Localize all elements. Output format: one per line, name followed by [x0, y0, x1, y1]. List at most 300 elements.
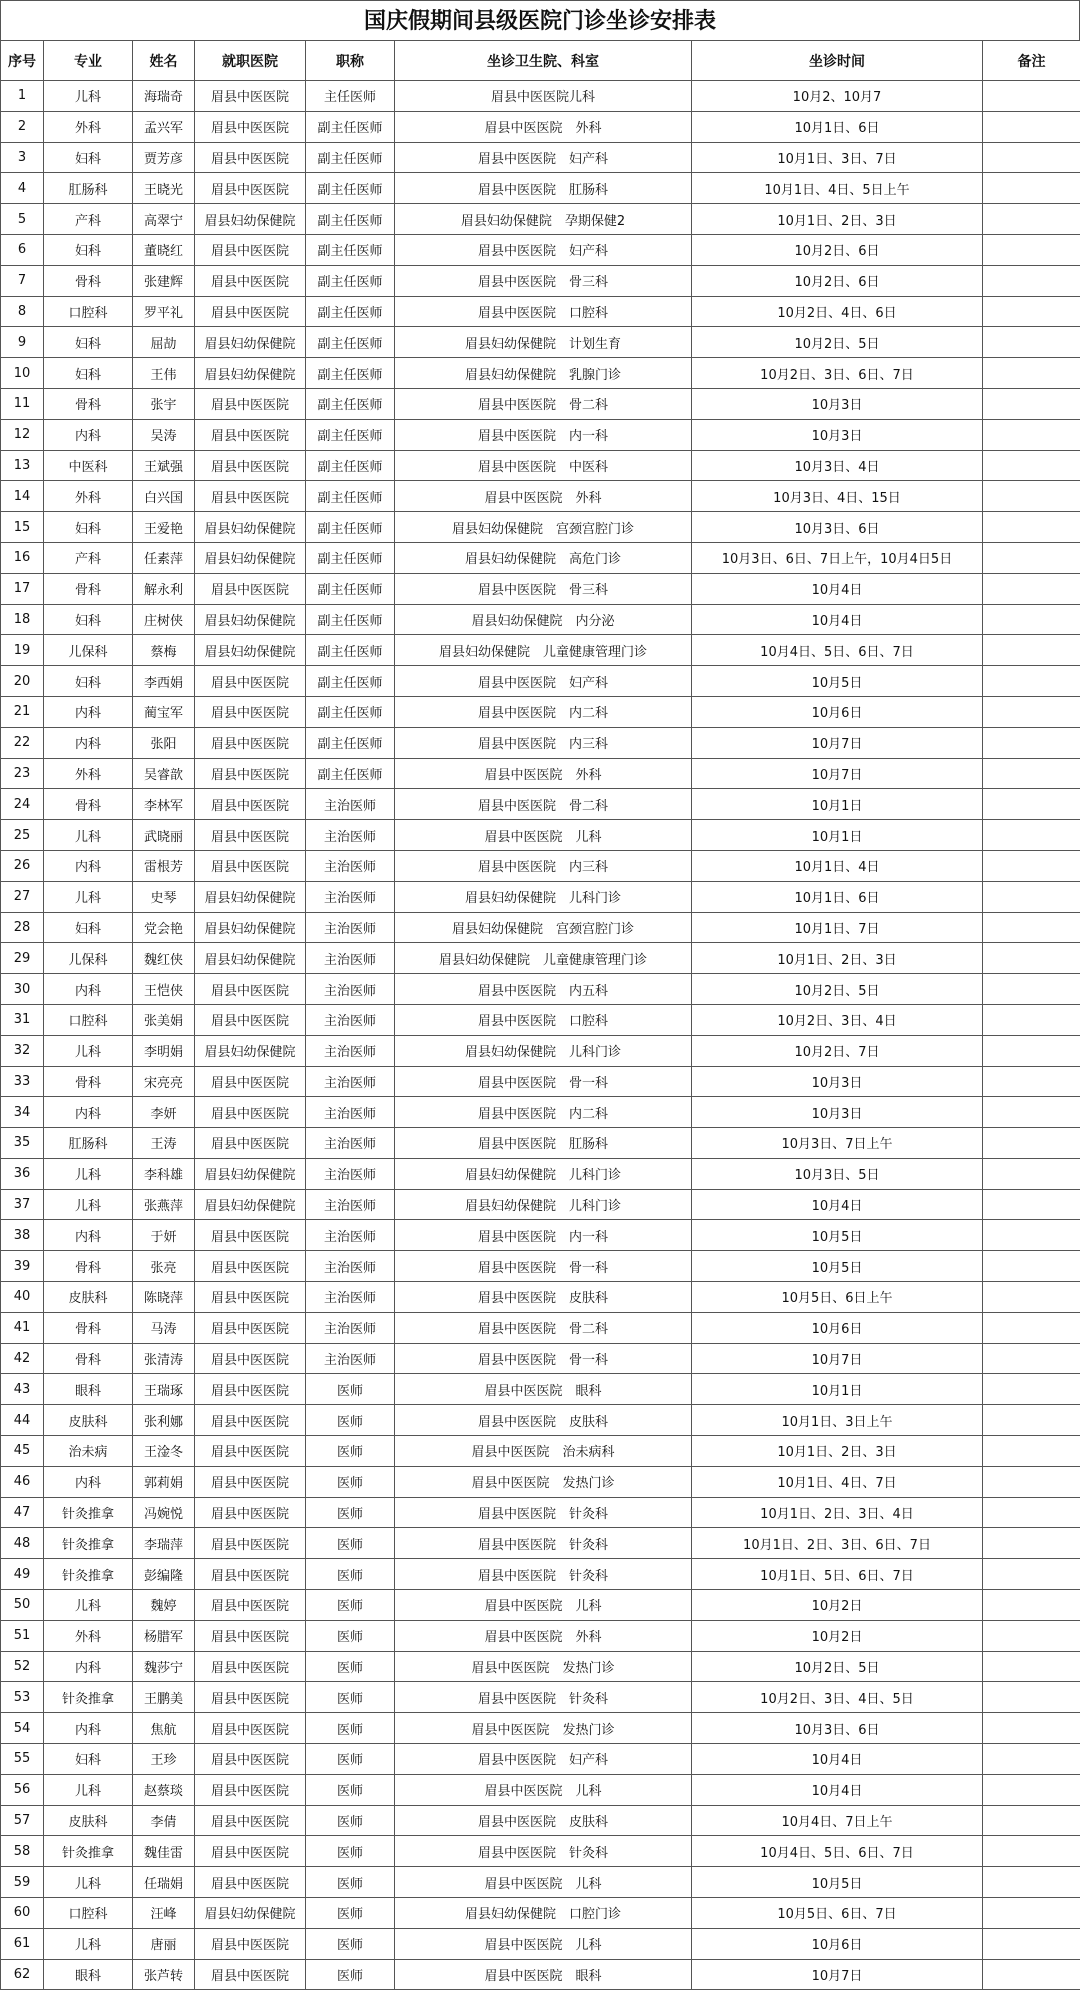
- table-row: [1, 1312, 1080, 1343]
- cell-title: 医师: [306, 1528, 395, 1559]
- cell-title: 医师: [306, 1651, 395, 1682]
- cell-hospital: 眉县中医医院: [195, 1713, 306, 1744]
- table-row: [1, 1651, 1080, 1682]
- cell-title: 医师: [306, 1497, 395, 1528]
- cell-remark: [983, 1497, 1080, 1528]
- table-row: [1, 1220, 1080, 1251]
- cell-time: 10月7日: [692, 1959, 983, 1990]
- cell-specialty: 口腔科: [44, 296, 133, 327]
- cell-index: 18: [1, 604, 44, 635]
- cell-hospital: 眉县妇幼保健院: [195, 1035, 306, 1066]
- cell-index: 28: [1, 912, 44, 943]
- cell-clinic-dept: 眉县中医医院 眼科: [395, 1374, 692, 1405]
- cell-remark: [983, 1004, 1080, 1035]
- cell-index: 39: [1, 1251, 44, 1282]
- table-row: [1, 450, 1080, 481]
- cell-index: 33: [1, 1066, 44, 1097]
- cell-specialty: 内科: [44, 696, 133, 727]
- cell-hospital: 眉县妇幼保健院: [195, 358, 306, 389]
- cell-specialty: 妇科: [44, 912, 133, 943]
- cell-index: 58: [1, 1836, 44, 1867]
- table-row: [1, 1805, 1080, 1836]
- cell-time: 10月2日、3日、6日、7日: [692, 358, 983, 389]
- cell-hospital: 眉县中医医院: [195, 696, 306, 727]
- cell-clinic-dept: 眉县中医医院 针灸科: [395, 1682, 692, 1713]
- cell-name: 张阳: [133, 727, 195, 758]
- cell-name: 张美娟: [133, 1004, 195, 1035]
- cell-name: 王鹏美: [133, 1682, 195, 1713]
- cell-time: 10月3日、6日、7日上午，10月4日5日: [692, 542, 983, 573]
- header-row: [1, 41, 1080, 81]
- cell-title: 医师: [306, 1867, 395, 1898]
- cell-title: 医师: [306, 1774, 395, 1805]
- cell-name: 王恺侠: [133, 974, 195, 1005]
- cell-clinic-dept: 眉县中医医院 儿科: [395, 1774, 692, 1805]
- cell-index: 13: [1, 450, 44, 481]
- cell-name: 白兴国: [133, 481, 195, 512]
- cell-index: 1: [1, 81, 44, 112]
- cell-clinic-dept: 眉县中医医院 外科: [395, 111, 692, 142]
- table-row: [1, 1898, 1080, 1929]
- cell-specialty: 儿科: [44, 81, 133, 112]
- table-row: [1, 881, 1080, 912]
- cell-clinic-dept: 眉县中医医院 外科: [395, 1620, 692, 1651]
- cell-hospital: 眉县妇幼保健院: [195, 604, 306, 635]
- cell-remark: [983, 142, 1080, 173]
- cell-hospital: 眉县中医医院: [195, 1928, 306, 1959]
- cell-title: 主治医师: [306, 912, 395, 943]
- cell-name: 魏婷: [133, 1590, 195, 1621]
- cell-clinic-dept: 眉县中医医院 内二科: [395, 696, 692, 727]
- cell-index: 49: [1, 1559, 44, 1590]
- cell-name: 史琴: [133, 881, 195, 912]
- cell-remark: [983, 1713, 1080, 1744]
- cell-title: 副主任医师: [306, 296, 395, 327]
- table-row: [1, 820, 1080, 851]
- cell-hospital: 眉县中医医院: [195, 234, 306, 265]
- cell-time: 10月3日、5日: [692, 1158, 983, 1189]
- cell-clinic-dept: 眉县中医医院 外科: [395, 481, 692, 512]
- cell-name: 张建辉: [133, 265, 195, 296]
- cell-name: 杨腊军: [133, 1620, 195, 1651]
- cell-index: 56: [1, 1774, 44, 1805]
- cell-specialty: 儿科: [44, 1189, 133, 1220]
- cell-clinic-dept: 眉县中医医院 发热门诊: [395, 1466, 692, 1497]
- cell-hospital: 眉县中医医院: [195, 850, 306, 881]
- cell-hospital: 眉县中医医院: [195, 1836, 306, 1867]
- cell-index: 9: [1, 327, 44, 358]
- cell-clinic-dept: 眉县妇幼保健院 儿科门诊: [395, 881, 692, 912]
- cell-index: 38: [1, 1220, 44, 1251]
- cell-name: 蔡梅: [133, 635, 195, 666]
- cell-time: 10月4日: [692, 573, 983, 604]
- cell-title: 副主任医师: [306, 635, 395, 666]
- cell-clinic-dept: 眉县妇幼保健院 儿童健康管理门诊: [395, 635, 692, 666]
- cell-name: 唐丽: [133, 1928, 195, 1959]
- cell-remark: [983, 1035, 1080, 1066]
- cell-clinic-dept: 眉县妇幼保健院 儿科门诊: [395, 1189, 692, 1220]
- cell-clinic-dept: 眉县妇幼保健院 孕期保健2: [395, 204, 692, 235]
- cell-clinic-dept: 眉县中医医院 皮肤科: [395, 1282, 692, 1313]
- cell-specialty: 儿科: [44, 1590, 133, 1621]
- cell-hospital: 眉县妇幼保健院: [195, 635, 306, 666]
- cell-hospital: 眉县妇幼保健院: [195, 881, 306, 912]
- cell-time: 10月5日、6日、7日: [692, 1898, 983, 1929]
- table-row: [1, 111, 1080, 142]
- cell-hospital: 眉县中医医院: [195, 1466, 306, 1497]
- cell-clinic-dept: 眉县中医医院 外科: [395, 758, 692, 789]
- cell-hospital: 眉县中医医院: [195, 1774, 306, 1805]
- cell-name: 张利娜: [133, 1405, 195, 1436]
- cell-remark: [983, 1405, 1080, 1436]
- cell-name: 孟兴军: [133, 111, 195, 142]
- table-row: [1, 327, 1080, 358]
- cell-title: 医师: [306, 1928, 395, 1959]
- cell-remark: [983, 696, 1080, 727]
- table-body: [1, 81, 1080, 1990]
- cell-title: 副主任医师: [306, 388, 395, 419]
- cell-index: 45: [1, 1436, 44, 1467]
- cell-hospital: 眉县中医医院: [195, 1220, 306, 1251]
- cell-title: 医师: [306, 1590, 395, 1621]
- cell-specialty: 儿科: [44, 1774, 133, 1805]
- table-row: [1, 481, 1080, 512]
- cell-remark: [983, 542, 1080, 573]
- cell-index: 44: [1, 1405, 44, 1436]
- cell-time: 10月1日、4日、5日上午: [692, 173, 983, 204]
- cell-time: 10月3日、4日: [692, 450, 983, 481]
- table-row: [1, 758, 1080, 789]
- cell-clinic-dept: 眉县妇幼保健院 儿科门诊: [395, 1035, 692, 1066]
- cell-title: 主治医师: [306, 1251, 395, 1282]
- cell-remark: [983, 481, 1080, 512]
- cell-hospital: 眉县妇幼保健院: [195, 327, 306, 358]
- cell-index: 47: [1, 1497, 44, 1528]
- table-row: [1, 1867, 1080, 1898]
- cell-remark: [983, 666, 1080, 697]
- table-row: [1, 1528, 1080, 1559]
- header-cell-specialty: 专业: [44, 41, 133, 81]
- cell-clinic-dept: 眉县中医医院 妇产科: [395, 1744, 692, 1775]
- cell-specialty: 骨科: [44, 1312, 133, 1343]
- cell-remark: [983, 850, 1080, 881]
- cell-hospital: 眉县妇幼保健院: [195, 1158, 306, 1189]
- cell-name: 陈晓萍: [133, 1282, 195, 1313]
- cell-title: 医师: [306, 1805, 395, 1836]
- cell-time: 10月4日、5日、6日、7日: [692, 635, 983, 666]
- cell-time: 10月5日、6日上午: [692, 1282, 983, 1313]
- cell-title: 副主任医师: [306, 512, 395, 543]
- cell-remark: [983, 111, 1080, 142]
- cell-remark: [983, 758, 1080, 789]
- cell-title: 医师: [306, 1436, 395, 1467]
- cell-specialty: 针灸推拿: [44, 1497, 133, 1528]
- cell-index: 14: [1, 481, 44, 512]
- cell-clinic-dept: 眉县中医医院 骨三科: [395, 573, 692, 604]
- cell-specialty: 口腔科: [44, 1004, 133, 1035]
- cell-remark: [983, 173, 1080, 204]
- cell-remark: [983, 512, 1080, 543]
- cell-remark: [983, 635, 1080, 666]
- table-row: [1, 265, 1080, 296]
- header-cell-hospital: 就职医院: [195, 41, 306, 81]
- cell-remark: [983, 573, 1080, 604]
- cell-index: 2: [1, 111, 44, 142]
- cell-title: 副主任医师: [306, 666, 395, 697]
- cell-hospital: 眉县中医医院: [195, 1004, 306, 1035]
- cell-specialty: 内科: [44, 727, 133, 758]
- cell-specialty: 外科: [44, 111, 133, 142]
- cell-remark: [983, 727, 1080, 758]
- cell-name: 张清涛: [133, 1343, 195, 1374]
- cell-index: 5: [1, 204, 44, 235]
- cell-specialty: 妇科: [44, 512, 133, 543]
- cell-name: 赵蔡琰: [133, 1774, 195, 1805]
- cell-name: 王晓光: [133, 173, 195, 204]
- cell-remark: [983, 1959, 1080, 1990]
- cell-specialty: 骨科: [44, 573, 133, 604]
- cell-name: 解永利: [133, 573, 195, 604]
- cell-time: 10月2日、3日、4日: [692, 1004, 983, 1035]
- cell-hospital: 眉县中医医院: [195, 666, 306, 697]
- cell-title: 副主任医师: [306, 111, 395, 142]
- cell-hospital: 眉县中医医院: [195, 1620, 306, 1651]
- cell-clinic-dept: 眉县中医医院 针灸科: [395, 1559, 692, 1590]
- cell-index: 3: [1, 142, 44, 173]
- cell-hospital: 眉县中医医院: [195, 820, 306, 851]
- cell-hospital: 眉县中医医院: [195, 142, 306, 173]
- cell-index: 24: [1, 789, 44, 820]
- cell-clinic-dept: 眉县妇幼保健院 乳腺门诊: [395, 358, 692, 389]
- header-cell-title: 职称: [306, 41, 395, 81]
- table-row: [1, 604, 1080, 635]
- cell-title: 副主任医师: [306, 142, 395, 173]
- cell-specialty: 皮肤科: [44, 1282, 133, 1313]
- cell-clinic-dept: 眉县中医医院 针灸科: [395, 1836, 692, 1867]
- cell-time: 10月2日: [692, 1620, 983, 1651]
- cell-specialty: 儿保科: [44, 635, 133, 666]
- cell-name: 董晓红: [133, 234, 195, 265]
- cell-title: 主任医师: [306, 81, 395, 112]
- cell-index: 21: [1, 696, 44, 727]
- cell-specialty: 儿科: [44, 1035, 133, 1066]
- cell-index: 7: [1, 265, 44, 296]
- cell-hospital: 眉县妇幼保健院: [195, 542, 306, 573]
- cell-hospital: 眉县中医医院: [195, 481, 306, 512]
- cell-title: 主治医师: [306, 789, 395, 820]
- cell-title: 医师: [306, 1744, 395, 1775]
- cell-remark: [983, 912, 1080, 943]
- cell-remark: [983, 1651, 1080, 1682]
- cell-title: 副主任医师: [306, 327, 395, 358]
- cell-hospital: 眉县中医医院: [195, 450, 306, 481]
- cell-time: 10月2日: [692, 1590, 983, 1621]
- cell-name: 王涛: [133, 1128, 195, 1159]
- cell-clinic-dept: 眉县中医医院 骨二科: [395, 789, 692, 820]
- cell-specialty: 肛肠科: [44, 1128, 133, 1159]
- cell-clinic-dept: 眉县中医医院 肛肠科: [395, 173, 692, 204]
- cell-hospital: 眉县中医医院: [195, 265, 306, 296]
- cell-time: 10月1日: [692, 789, 983, 820]
- cell-name: 王爱艳: [133, 512, 195, 543]
- cell-time: 10月1日、5日、6日、7日: [692, 1559, 983, 1590]
- cell-index: 22: [1, 727, 44, 758]
- cell-hospital: 眉县中医医院: [195, 1343, 306, 1374]
- cell-hospital: 眉县中医医院: [195, 1374, 306, 1405]
- cell-time: 10月1日: [692, 820, 983, 851]
- cell-name: 汪峰: [133, 1898, 195, 1929]
- cell-title: 副主任医师: [306, 358, 395, 389]
- cell-title: 副主任医师: [306, 542, 395, 573]
- cell-hospital: 眉县中医医院: [195, 419, 306, 450]
- table-row: [1, 1158, 1080, 1189]
- cell-title: 副主任医师: [306, 604, 395, 635]
- table-row: [1, 419, 1080, 450]
- cell-remark: [983, 388, 1080, 419]
- cell-clinic-dept: 眉县中医医院 妇产科: [395, 142, 692, 173]
- cell-remark: [983, 943, 1080, 974]
- cell-index: 19: [1, 635, 44, 666]
- cell-clinic-dept: 眉县中医医院 骨一科: [395, 1251, 692, 1282]
- cell-specialty: 骨科: [44, 1066, 133, 1097]
- cell-specialty: 内科: [44, 974, 133, 1005]
- cell-specialty: 儿科: [44, 881, 133, 912]
- cell-remark: [983, 204, 1080, 235]
- cell-title: 主治医师: [306, 1189, 395, 1220]
- table-row: [1, 974, 1080, 1005]
- cell-title: 医师: [306, 1682, 395, 1713]
- cell-hospital: 眉县中医医院: [195, 727, 306, 758]
- cell-clinic-dept: 眉县妇幼保健院 口腔门诊: [395, 1898, 692, 1929]
- cell-time: 10月3日: [692, 1097, 983, 1128]
- cell-specialty: 妇科: [44, 327, 133, 358]
- cell-remark: [983, 81, 1080, 112]
- cell-time: 10月4日: [692, 604, 983, 635]
- cell-index: 51: [1, 1620, 44, 1651]
- cell-time: 10月7日: [692, 1343, 983, 1374]
- cell-title: 主治医师: [306, 974, 395, 1005]
- cell-hospital: 眉县妇幼保健院: [195, 1189, 306, 1220]
- cell-clinic-dept: 眉县中医医院 针灸科: [395, 1528, 692, 1559]
- cell-title: 主治医师: [306, 1035, 395, 1066]
- cell-name: 彭编隆: [133, 1559, 195, 1590]
- cell-index: 8: [1, 296, 44, 327]
- cell-title: 医师: [306, 1836, 395, 1867]
- table-row: [1, 1928, 1080, 1959]
- cell-clinic-dept: 眉县中医医院 内三科: [395, 727, 692, 758]
- cell-remark: [983, 234, 1080, 265]
- cell-clinic-dept: 眉县中医医院 口腔科: [395, 1004, 692, 1035]
- cell-time: 10月1日、4日、7日: [692, 1466, 983, 1497]
- cell-remark: [983, 1867, 1080, 1898]
- cell-specialty: 妇科: [44, 142, 133, 173]
- cell-remark: [983, 1282, 1080, 1313]
- cell-index: 10: [1, 358, 44, 389]
- table-row: [1, 1559, 1080, 1590]
- table-row: [1, 234, 1080, 265]
- cell-name: 于妍: [133, 1220, 195, 1251]
- cell-index: 62: [1, 1959, 44, 1990]
- cell-time: 10月2日、6日: [692, 265, 983, 296]
- cell-title: 主治医师: [306, 1312, 395, 1343]
- cell-clinic-dept: 眉县中医医院 内三科: [395, 850, 692, 881]
- cell-title: 副主任医师: [306, 481, 395, 512]
- cell-index: 43: [1, 1374, 44, 1405]
- table-row: [1, 1959, 1080, 1990]
- cell-index: 52: [1, 1651, 44, 1682]
- cell-name: 魏佳雷: [133, 1836, 195, 1867]
- cell-remark: [983, 296, 1080, 327]
- cell-clinic-dept: 眉县妇幼保健院 宫颈宫腔门诊: [395, 912, 692, 943]
- cell-name: 张燕萍: [133, 1189, 195, 1220]
- cell-name: 王淦冬: [133, 1436, 195, 1467]
- cell-hospital: 眉县中医医院: [195, 1805, 306, 1836]
- cell-title: 医师: [306, 1466, 395, 1497]
- cell-time: 10月1日、2日、3日: [692, 943, 983, 974]
- cell-title: 医师: [306, 1713, 395, 1744]
- cell-index: 16: [1, 542, 44, 573]
- cell-index: 42: [1, 1343, 44, 1374]
- cell-index: 23: [1, 758, 44, 789]
- cell-specialty: 妇科: [44, 358, 133, 389]
- cell-hospital: 眉县中医医院: [195, 81, 306, 112]
- cell-time: 10月1日、3日、7日: [692, 142, 983, 173]
- cell-specialty: 儿保科: [44, 943, 133, 974]
- cell-clinic-dept: 眉县中医医院 儿科: [395, 1928, 692, 1959]
- cell-clinic-dept: 眉县中医医院 发热门诊: [395, 1713, 692, 1744]
- cell-remark: [983, 789, 1080, 820]
- cell-specialty: 骨科: [44, 265, 133, 296]
- cell-hospital: 眉县中医医院: [195, 1959, 306, 1990]
- cell-index: 31: [1, 1004, 44, 1035]
- cell-clinic-dept: 眉县中医医院 儿科: [395, 1867, 692, 1898]
- cell-name: 王珍: [133, 1744, 195, 1775]
- cell-remark: [983, 974, 1080, 1005]
- cell-title: 医师: [306, 1405, 395, 1436]
- table-row: [1, 1836, 1080, 1867]
- cell-title: 副主任医师: [306, 758, 395, 789]
- cell-index: 61: [1, 1928, 44, 1959]
- cell-name: 宋亮亮: [133, 1066, 195, 1097]
- cell-time: 10月1日、7日: [692, 912, 983, 943]
- cell-remark: [983, 1805, 1080, 1836]
- cell-clinic-dept: 眉县中医医院 口腔科: [395, 296, 692, 327]
- cell-hospital: 眉县中医医院: [195, 1867, 306, 1898]
- cell-specialty: 眼科: [44, 1959, 133, 1990]
- table-row: [1, 1189, 1080, 1220]
- cell-clinic-dept: 眉县中医医院 骨三科: [395, 265, 692, 296]
- cell-time: 10月6日: [692, 1928, 983, 1959]
- cell-specialty: 骨科: [44, 1251, 133, 1282]
- cell-specialty: 产科: [44, 542, 133, 573]
- cell-name: 武晓丽: [133, 820, 195, 851]
- cell-name: 李瑞萍: [133, 1528, 195, 1559]
- cell-specialty: 内科: [44, 850, 133, 881]
- cell-remark: [983, 1744, 1080, 1775]
- cell-time: 10月2日、7日: [692, 1035, 983, 1066]
- cell-hospital: 眉县中医医院: [195, 1651, 306, 1682]
- cell-clinic-dept: 眉县中医医院儿科: [395, 81, 692, 112]
- cell-time: 10月5日: [692, 1220, 983, 1251]
- cell-specialty: 内科: [44, 1651, 133, 1682]
- cell-name: 吴睿歆: [133, 758, 195, 789]
- cell-remark: [983, 1620, 1080, 1651]
- cell-time: 10月1日、2日、3日、4日: [692, 1497, 983, 1528]
- cell-time: 10月3日、6日: [692, 512, 983, 543]
- cell-index: 32: [1, 1035, 44, 1066]
- cell-index: 48: [1, 1528, 44, 1559]
- cell-clinic-dept: 眉县妇幼保健院 内分泌: [395, 604, 692, 635]
